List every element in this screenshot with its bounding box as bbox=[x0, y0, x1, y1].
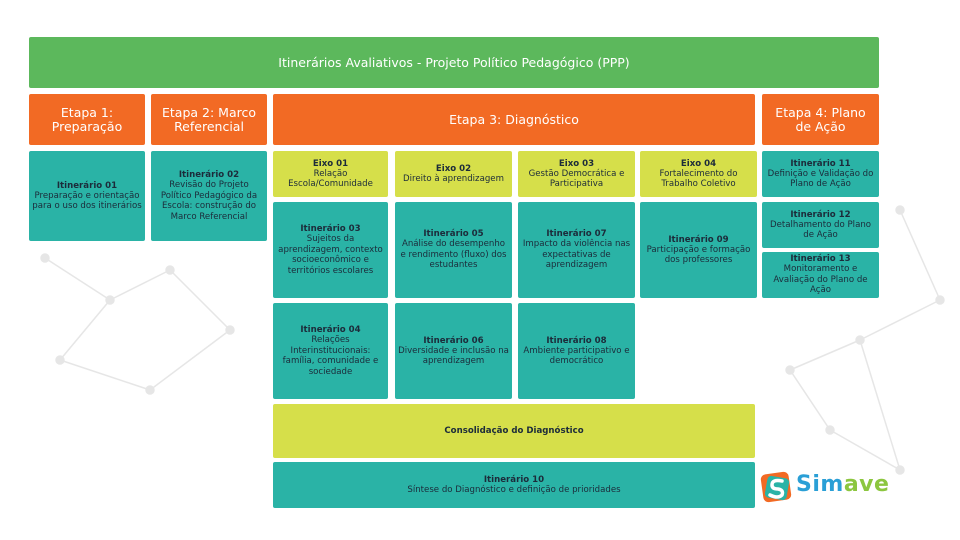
itinerario-05-desc: Análise do desempenho e rendimento (fluxo) dos estudantes bbox=[400, 239, 507, 271]
itinerario-10-card bbox=[273, 462, 755, 508]
eixo-02-title: Eixo 02 bbox=[435, 163, 472, 174]
itinerario-08-desc: Ambiente participativo e democrático bbox=[523, 345, 630, 366]
etapa-2-label: Etapa 2: Marco Referencial bbox=[162, 104, 256, 134]
itinerario-07-title: Itinerário 07 bbox=[546, 229, 607, 240]
simave-logo bbox=[760, 468, 890, 510]
itinerario-10-desc: Síntese do Diagnóstico e definição de prioridades bbox=[407, 484, 621, 495]
etapa-2-header bbox=[151, 94, 267, 145]
itinerario-01-title: Itinerário 01 bbox=[56, 180, 118, 191]
itinerario-01-desc: Preparação e orientação para o uso dos itinerários bbox=[32, 190, 142, 211]
eixo-03-card bbox=[518, 151, 635, 197]
eixo-04-card bbox=[640, 151, 757, 197]
eixo-03-desc: Gestão Democrática e Participativa bbox=[528, 168, 625, 189]
consolidacao-card bbox=[273, 404, 755, 458]
itinerario-02-card bbox=[151, 151, 267, 241]
itinerario-04-desc: Relações Interinstitucionais: família, comunidade e sociedade bbox=[282, 335, 379, 377]
simave-s-logo-icon bbox=[760, 470, 794, 506]
simave-logo-text-main: Sim bbox=[796, 472, 844, 497]
itinerario-09-title: Itinerário 09 bbox=[668, 234, 729, 245]
itinerario-08-card bbox=[518, 303, 635, 399]
itinerario-13-desc: Monitoramento e Avaliação do Plano de Ação bbox=[773, 264, 868, 296]
itinerario-03-title: Itinerário 03 bbox=[300, 224, 361, 234]
simave-logo-text bbox=[796, 472, 889, 497]
itinerario-09-desc: Participação e formação dos professores bbox=[646, 244, 751, 265]
itinerario-04-title: Itinerário 04 bbox=[300, 325, 361, 335]
eixo-03-title: Eixo 03 bbox=[558, 158, 595, 169]
etapa-4-label: Etapa 4: Plano de Ação bbox=[775, 104, 866, 134]
itinerario-06-desc: Diversidade e inclusão na aprendizagem bbox=[398, 345, 509, 366]
itinerario-13-title: Itinerário 13 bbox=[790, 254, 851, 265]
consolidacao-label: Consolidação do Diagnóstico bbox=[444, 426, 584, 436]
etapa-3-header bbox=[273, 94, 755, 145]
itinerario-02-title: Itinerário 02 bbox=[178, 170, 240, 180]
eixo-02-desc: Direito à aprendizagem bbox=[403, 173, 504, 184]
itinerario-12-desc: Detalhamento do Plano de Ação bbox=[769, 219, 872, 240]
eixo-01-title: Eixo 01 bbox=[312, 158, 349, 169]
itinerario-07-desc: Impacto da violência nas expectativas de aprendizagem bbox=[522, 239, 631, 271]
itinerario-03-desc: Sujeitos da aprendizagem, contexto socioeconômico e territórios escolares bbox=[278, 234, 383, 276]
itinerario-07-card bbox=[518, 202, 635, 298]
eixo-01-desc: Relação Escola/Comunidade bbox=[288, 168, 373, 189]
etapa-4-header bbox=[762, 94, 879, 145]
itinerario-12-card bbox=[762, 202, 879, 248]
etapa-1-label: Etapa 1: Preparação bbox=[51, 104, 123, 134]
eixo-02-card bbox=[395, 151, 512, 197]
simave-logo-text-accent: ave bbox=[843, 472, 890, 497]
itinerario-01-card bbox=[29, 151, 145, 241]
etapa-1-header bbox=[29, 94, 145, 145]
eixo-01-card bbox=[273, 151, 388, 197]
itinerario-02-desc: Revisão do Projeto Político Pedagógico da Escola: construção do Marco Referencial bbox=[160, 180, 258, 222]
header-banner bbox=[29, 37, 879, 88]
itinerario-04-card bbox=[273, 303, 388, 399]
itinerario-03-card bbox=[273, 202, 388, 298]
itinerario-05-card bbox=[395, 202, 512, 298]
itinerario-13-card bbox=[762, 252, 879, 298]
itinerario-10-title: Itinerário 10 bbox=[483, 474, 545, 485]
itinerario-11-desc: Definição e Validação do Plano de Ação bbox=[767, 168, 874, 189]
eixo-04-desc: Fortalecimento do Trabalho Coletivo bbox=[659, 168, 738, 189]
itinerario-06-title: Itinerário 06 bbox=[423, 335, 484, 346]
itinerario-09-card bbox=[640, 202, 757, 298]
itinerario-05-title: Itinerário 05 bbox=[423, 229, 484, 240]
itinerario-06-card bbox=[395, 303, 512, 399]
page-title: Itinerários Avaliativos - Projeto Político Pedagógico (PPP) bbox=[278, 55, 630, 70]
itinerario-11-card bbox=[762, 151, 879, 197]
eixo-04-title: Eixo 04 bbox=[680, 158, 717, 169]
itinerario-11-title: Itinerário 11 bbox=[790, 158, 851, 169]
itinerario-12-title: Itinerário 12 bbox=[790, 209, 851, 220]
etapa-3-label: Etapa 3: Diagnóstico bbox=[449, 111, 579, 127]
itinerario-08-title: Itinerário 08 bbox=[546, 335, 607, 346]
